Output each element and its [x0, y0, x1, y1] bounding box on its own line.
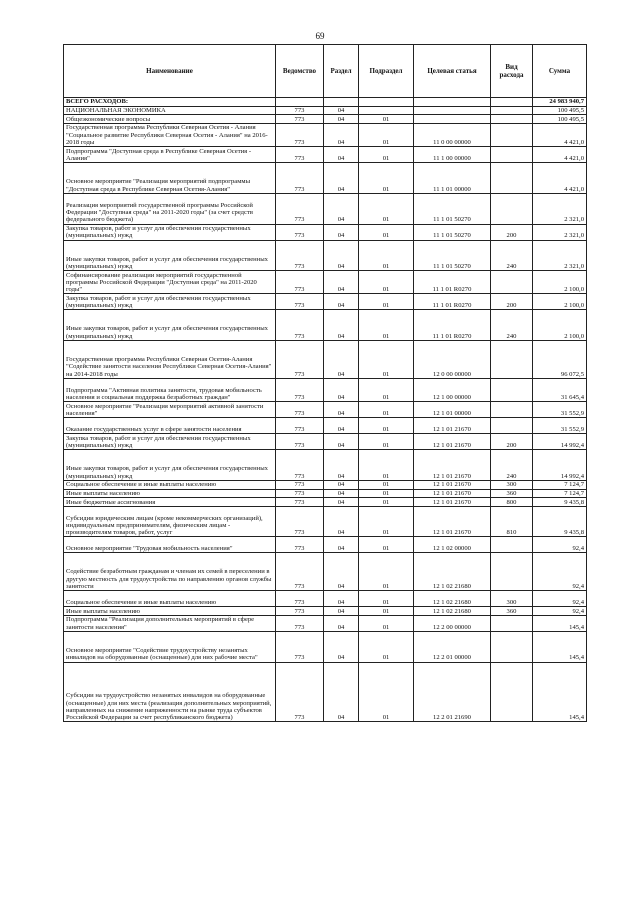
cell-name: НАЦИОНАЛЬНАЯ ЭКОНОМИКА	[64, 106, 276, 115]
cell-name: Иные закупки товаров, работ и услуг для обеспечения государственных (муниципальных) нужд	[64, 310, 276, 341]
cell-department: 773	[276, 506, 324, 537]
cell-section: 04	[324, 662, 359, 722]
table-row	[64, 193, 587, 224]
cell-department: 773	[276, 294, 324, 310]
cell-expense-type	[491, 632, 533, 663]
cell-department: 773	[276, 480, 324, 489]
table-header-row	[64, 45, 587, 98]
cell-section: 04	[324, 489, 359, 498]
cell-amount: 31 645,4	[533, 378, 587, 401]
cell-name: Иные закупки товаров, работ и услуг для обеспечения государственных (муниципальных) нужд	[64, 450, 276, 481]
cell-department: 773	[276, 498, 324, 507]
cell-target-article: 12 1 02 00000	[414, 537, 491, 553]
cell-expense-type: 300	[491, 480, 533, 489]
cell-subsection: 01	[359, 310, 414, 341]
cell-amount: 14 992,4	[533, 450, 587, 481]
table-body	[64, 98, 587, 722]
table-row	[64, 240, 587, 271]
table-row	[64, 632, 587, 663]
cell-section: 04	[324, 418, 359, 434]
cell-name: Иные выплаты населению	[64, 489, 276, 498]
cell-subsection: 01	[359, 553, 414, 591]
table-row	[64, 489, 587, 498]
cell-target-article: 12 2 01 00000	[414, 632, 491, 663]
cell-expense-type: 810	[491, 506, 533, 537]
cell-expense-type	[491, 193, 533, 224]
cell-department: 773	[276, 106, 324, 115]
cell-department: 773	[276, 341, 324, 379]
cell-target-article: 12 1 01 21670	[414, 498, 491, 507]
cell-department: 773	[276, 310, 324, 341]
cell-amount: 2 321,0	[533, 193, 587, 224]
cell-department: 773	[276, 553, 324, 591]
cell-section: 04	[324, 498, 359, 507]
cell-amount: 9 435,8	[533, 498, 587, 507]
cell-subsection	[359, 98, 414, 107]
cell-expense-type	[491, 537, 533, 553]
cell-amount: 145,4	[533, 616, 587, 632]
cell-target-article: 11 1 01 R0270	[414, 271, 491, 294]
cell-amount: 2 100,0	[533, 271, 587, 294]
cell-section: 04	[324, 607, 359, 616]
cell-department	[276, 98, 324, 107]
cell-subsection: 01	[359, 662, 414, 722]
table-row	[64, 310, 587, 341]
cell-amount: 2 321,0	[533, 224, 587, 240]
table-row	[64, 607, 587, 616]
cell-expense-type: 300	[491, 591, 533, 607]
cell-amount: 7 124,7	[533, 489, 587, 498]
cell-expense-type	[491, 115, 533, 124]
cell-expense-type	[491, 378, 533, 401]
table-row	[64, 506, 587, 537]
cell-target-article: 12 1 01 21670	[414, 480, 491, 489]
cell-name: Оказание государственных услуг в сфере занятости населения	[64, 418, 276, 434]
cell-subsection: 01	[359, 537, 414, 553]
cell-department: 773	[276, 418, 324, 434]
cell-name: Закупка товаров, работ и услуг для обеспечения государственных (муниципальных) нужд	[64, 294, 276, 310]
header-name: Наименование	[64, 45, 276, 98]
cell-department: 773	[276, 632, 324, 663]
cell-target-article: 11 1 01 R0270	[414, 310, 491, 341]
cell-name: Иные выплаты населению	[64, 607, 276, 616]
cell-amount: 4 421,0	[533, 124, 587, 147]
cell-department: 773	[276, 607, 324, 616]
table-row	[64, 537, 587, 553]
cell-expense-type	[491, 106, 533, 115]
cell-subsection: 01	[359, 124, 414, 147]
cell-section: 04	[324, 616, 359, 632]
cell-section: 04	[324, 553, 359, 591]
cell-section: 04	[324, 450, 359, 481]
cell-department: 773	[276, 402, 324, 418]
cell-amount: 2 321,0	[533, 240, 587, 271]
cell-subsection: 01	[359, 591, 414, 607]
cell-department: 773	[276, 489, 324, 498]
cell-target-article: 12 1 02 21680	[414, 591, 491, 607]
cell-subsection: 01	[359, 147, 414, 163]
cell-subsection: 01	[359, 434, 414, 450]
cell-section: 04	[324, 402, 359, 418]
cell-section: 04	[324, 240, 359, 271]
cell-section: 04	[324, 341, 359, 379]
cell-subsection: 01	[359, 115, 414, 124]
cell-amount: 4 421,0	[533, 147, 587, 163]
table-row	[64, 106, 587, 115]
cell-subsection: 01	[359, 498, 414, 507]
cell-department: 773	[276, 378, 324, 401]
cell-department: 773	[276, 240, 324, 271]
cell-section: 04	[324, 106, 359, 115]
cell-expense-type	[491, 402, 533, 418]
table-row	[64, 163, 587, 194]
cell-name: Подпрограмма "Активная политика занятости, трудовая мобильность населения и социальная поддержка безработных граждан"	[64, 378, 276, 401]
cell-name: Государственная программа Республики Северная Осетия - Алания "Социальное развитие Республики Северная Осетия - Алания" на 2016-2018 годы	[64, 124, 276, 147]
cell-target-article: 11 1 01 50270	[414, 240, 491, 271]
cell-target-article: 11 1 01 R0270	[414, 294, 491, 310]
table-row	[64, 434, 587, 450]
cell-expense-type	[491, 163, 533, 194]
cell-subsection: 01	[359, 341, 414, 379]
cell-target-article: 11 1 01 00000	[414, 163, 491, 194]
cell-amount: 145,4	[533, 632, 587, 663]
cell-department: 773	[276, 124, 324, 147]
table-row	[64, 450, 587, 481]
table-row	[64, 402, 587, 418]
cell-subsection: 01	[359, 271, 414, 294]
cell-section: 04	[324, 124, 359, 147]
cell-department: 773	[276, 616, 324, 632]
cell-target-article	[414, 106, 491, 115]
cell-name: Субсидии юридическим лицам (кроме некоммерческих организаций), индивидуальным предпринимателям, физическим лицам - производителям товаров, работ, услуг	[64, 506, 276, 537]
page-number: 69	[315, 31, 325, 41]
cell-department: 773	[276, 434, 324, 450]
cell-amount: 4 421,0	[533, 163, 587, 194]
cell-target-article: 12 1 01 21670	[414, 418, 491, 434]
cell-expense-type: 200	[491, 224, 533, 240]
cell-section: 04	[324, 193, 359, 224]
header-department: Ведомство	[276, 45, 324, 98]
table-row	[64, 378, 587, 401]
cell-section: 04	[324, 480, 359, 489]
cell-target-article: 12 0 00 00000	[414, 341, 491, 379]
cell-name: ВСЕГО РАСХОДОВ:	[64, 98, 276, 107]
cell-amount: 2 100,0	[533, 294, 587, 310]
cell-section: 04	[324, 378, 359, 401]
table-row	[64, 341, 587, 379]
table-row	[64, 147, 587, 163]
header-subsection: Подраздел	[359, 45, 414, 98]
cell-subsection: 01	[359, 480, 414, 489]
table-row	[64, 553, 587, 591]
cell-subsection: 01	[359, 418, 414, 434]
cell-amount: 31 552,9	[533, 418, 587, 434]
table-row	[64, 98, 587, 107]
cell-expense-type	[491, 98, 533, 107]
cell-expense-type	[491, 124, 533, 147]
cell-target-article: 12 1 01 21670	[414, 434, 491, 450]
cell-expense-type: 800	[491, 498, 533, 507]
cell-expense-type	[491, 418, 533, 434]
cell-department: 773	[276, 163, 324, 194]
cell-amount: 145,4	[533, 662, 587, 722]
cell-department: 773	[276, 224, 324, 240]
cell-subsection	[359, 106, 414, 115]
cell-expense-type: 200	[491, 434, 533, 450]
cell-expense-type: 240	[491, 450, 533, 481]
cell-name: Закупка товаров, работ и услуг для обеспечения государственных (муниципальных) нужд	[64, 434, 276, 450]
cell-name: Субсидии на трудоустройство незанятых инвалидов на оборудованные (оснащенные) для них места (реализация дополнительных мероприятий, направленных на снижение напряженности на рынке труда субъектов Российской Федерации за счет республиканского бюджета)	[64, 662, 276, 722]
cell-name: Основное мероприятие "Содействие трудоустройству незанятых инвалидов на оборудованные (оснащенные) для них рабочие места"	[64, 632, 276, 663]
cell-target-article: 12 1 00 00000	[414, 378, 491, 401]
cell-amount: 24 983 940,7	[533, 98, 587, 107]
cell-expense-type: 360	[491, 489, 533, 498]
cell-amount: 92,4	[533, 607, 587, 616]
cell-name: Социальное обеспечение и иные выплаты населению	[64, 480, 276, 489]
cell-department: 773	[276, 147, 324, 163]
cell-department: 773	[276, 271, 324, 294]
cell-target-article: 12 1 01 21670	[414, 450, 491, 481]
cell-subsection: 01	[359, 506, 414, 537]
cell-expense-type	[491, 341, 533, 379]
cell-subsection: 01	[359, 193, 414, 224]
cell-subsection: 01	[359, 163, 414, 194]
cell-subsection: 01	[359, 450, 414, 481]
cell-target-article: 12 2 00 00000	[414, 616, 491, 632]
cell-amount: 92,4	[533, 553, 587, 591]
cell-name: Софинансирование реализации мероприятий государственной программы Российской Федерации "Доступная среда" на 2011-2020 годы"	[64, 271, 276, 294]
table-row	[64, 271, 587, 294]
table-row	[64, 591, 587, 607]
cell-section: 04	[324, 271, 359, 294]
cell-expense-type: 240	[491, 240, 533, 271]
cell-amount: 9 435,8	[533, 506, 587, 537]
cell-target-article	[414, 98, 491, 107]
table-row	[64, 124, 587, 147]
cell-section: 04	[324, 294, 359, 310]
cell-amount: 92,4	[533, 591, 587, 607]
table-row	[64, 662, 587, 722]
cell-target-article: 12 1 01 00000	[414, 402, 491, 418]
cell-department: 773	[276, 662, 324, 722]
cell-name: Подпрограмма "Реализация дополнительных мероприятий в сфере занятости населения"	[64, 616, 276, 632]
cell-section: 04	[324, 591, 359, 607]
header-section: Раздел	[324, 45, 359, 98]
cell-target-article: 11 0 00 00000	[414, 124, 491, 147]
cell-subsection: 01	[359, 489, 414, 498]
cell-department: 773	[276, 537, 324, 553]
cell-name: Основное мероприятие "Реализация мероприятий подпрограммы "Доступная среда в Республике Северная Осетия-Алания"	[64, 163, 276, 194]
cell-name: Закупка товаров, работ и услуг для обеспечения государственных (муниципальных) нужд	[64, 224, 276, 240]
cell-subsection: 01	[359, 378, 414, 401]
table-row	[64, 616, 587, 632]
cell-amount: 92,4	[533, 537, 587, 553]
table-row	[64, 480, 587, 489]
cell-section	[324, 98, 359, 107]
cell-name: Реализация мероприятий государственной программы Российской Федерации "Доступная среда" на 2011-2020 годы" (за счет средств федерального бюджета)	[64, 193, 276, 224]
cell-amount: 31 552,9	[533, 402, 587, 418]
cell-name: Иные закупки товаров, работ и услуг для обеспечения государственных (муниципальных) нужд	[64, 240, 276, 271]
cell-subsection: 01	[359, 224, 414, 240]
header-target-article: Целевая статья	[414, 45, 491, 98]
cell-subsection: 01	[359, 402, 414, 418]
cell-name: Социальное обеспечение и иные выплаты населению	[64, 591, 276, 607]
cell-section: 04	[324, 147, 359, 163]
cell-name: Основное мероприятие "Реализация мероприятий активной занятости населения"	[64, 402, 276, 418]
cell-expense-type: 240	[491, 310, 533, 341]
cell-expense-type: 200	[491, 294, 533, 310]
header-expense-type: Вид расхода	[491, 45, 533, 98]
cell-section: 04	[324, 224, 359, 240]
cell-target-article: 12 2 01 21690	[414, 662, 491, 722]
cell-expense-type	[491, 662, 533, 722]
cell-amount: 96 072,5	[533, 341, 587, 379]
cell-section: 04	[324, 506, 359, 537]
cell-target-article: 11 1 01 50270	[414, 193, 491, 224]
header-amount: Сумма	[533, 45, 587, 98]
cell-amount: 100 495,5	[533, 115, 587, 124]
cell-expense-type: 360	[491, 607, 533, 616]
cell-target-article: 12 1 02 21680	[414, 607, 491, 616]
cell-section: 04	[324, 537, 359, 553]
cell-department: 773	[276, 193, 324, 224]
table-row	[64, 498, 587, 507]
cell-name: Подпрограмма "Доступная среда в Республике Северная Осетия - Алания"	[64, 147, 276, 163]
cell-section: 04	[324, 310, 359, 341]
cell-name: Иные бюджетные ассигнования	[64, 498, 276, 507]
cell-section: 04	[324, 115, 359, 124]
cell-name: Общеэкономические вопросы	[64, 115, 276, 124]
cell-subsection: 01	[359, 240, 414, 271]
cell-expense-type	[491, 147, 533, 163]
cell-amount: 2 100,0	[533, 310, 587, 341]
cell-target-article: 11 1 01 50270	[414, 224, 491, 240]
cell-name: Государственная программа Республики Северная Осетия-Алания "Содействие занятости населения Республики Северная Осетия-Алания" на 2014-2018 годы	[64, 341, 276, 379]
cell-target-article: 12 1 02 21680	[414, 553, 491, 591]
cell-expense-type	[491, 553, 533, 591]
cell-amount: 100 495,5	[533, 106, 587, 115]
table-row	[64, 224, 587, 240]
cell-expense-type	[491, 616, 533, 632]
cell-name: Основное мероприятие "Трудовая мобильность населения"	[64, 537, 276, 553]
table-row	[64, 294, 587, 310]
cell-section: 04	[324, 163, 359, 194]
cell-amount: 7 124,7	[533, 480, 587, 489]
cell-target-article: 12 1 01 21670	[414, 489, 491, 498]
expenditure-table	[63, 44, 587, 722]
cell-target-article: 11 1 00 00000	[414, 147, 491, 163]
cell-section: 04	[324, 632, 359, 663]
cell-department: 773	[276, 450, 324, 481]
cell-target-article	[414, 115, 491, 124]
cell-expense-type	[491, 271, 533, 294]
cell-department: 773	[276, 591, 324, 607]
cell-target-article: 12 1 01 21670	[414, 506, 491, 537]
cell-amount: 14 992,4	[533, 434, 587, 450]
cell-subsection: 01	[359, 616, 414, 632]
cell-subsection: 01	[359, 607, 414, 616]
cell-name: Содействие безработным гражданам и членам их семей в переселении в другую местность для трудоустройства по направлению органов службы занятости	[64, 553, 276, 591]
table-row	[64, 115, 587, 124]
table-row	[64, 418, 587, 434]
cell-subsection: 01	[359, 294, 414, 310]
cell-department: 773	[276, 115, 324, 124]
cell-section: 04	[324, 434, 359, 450]
cell-subsection: 01	[359, 632, 414, 663]
